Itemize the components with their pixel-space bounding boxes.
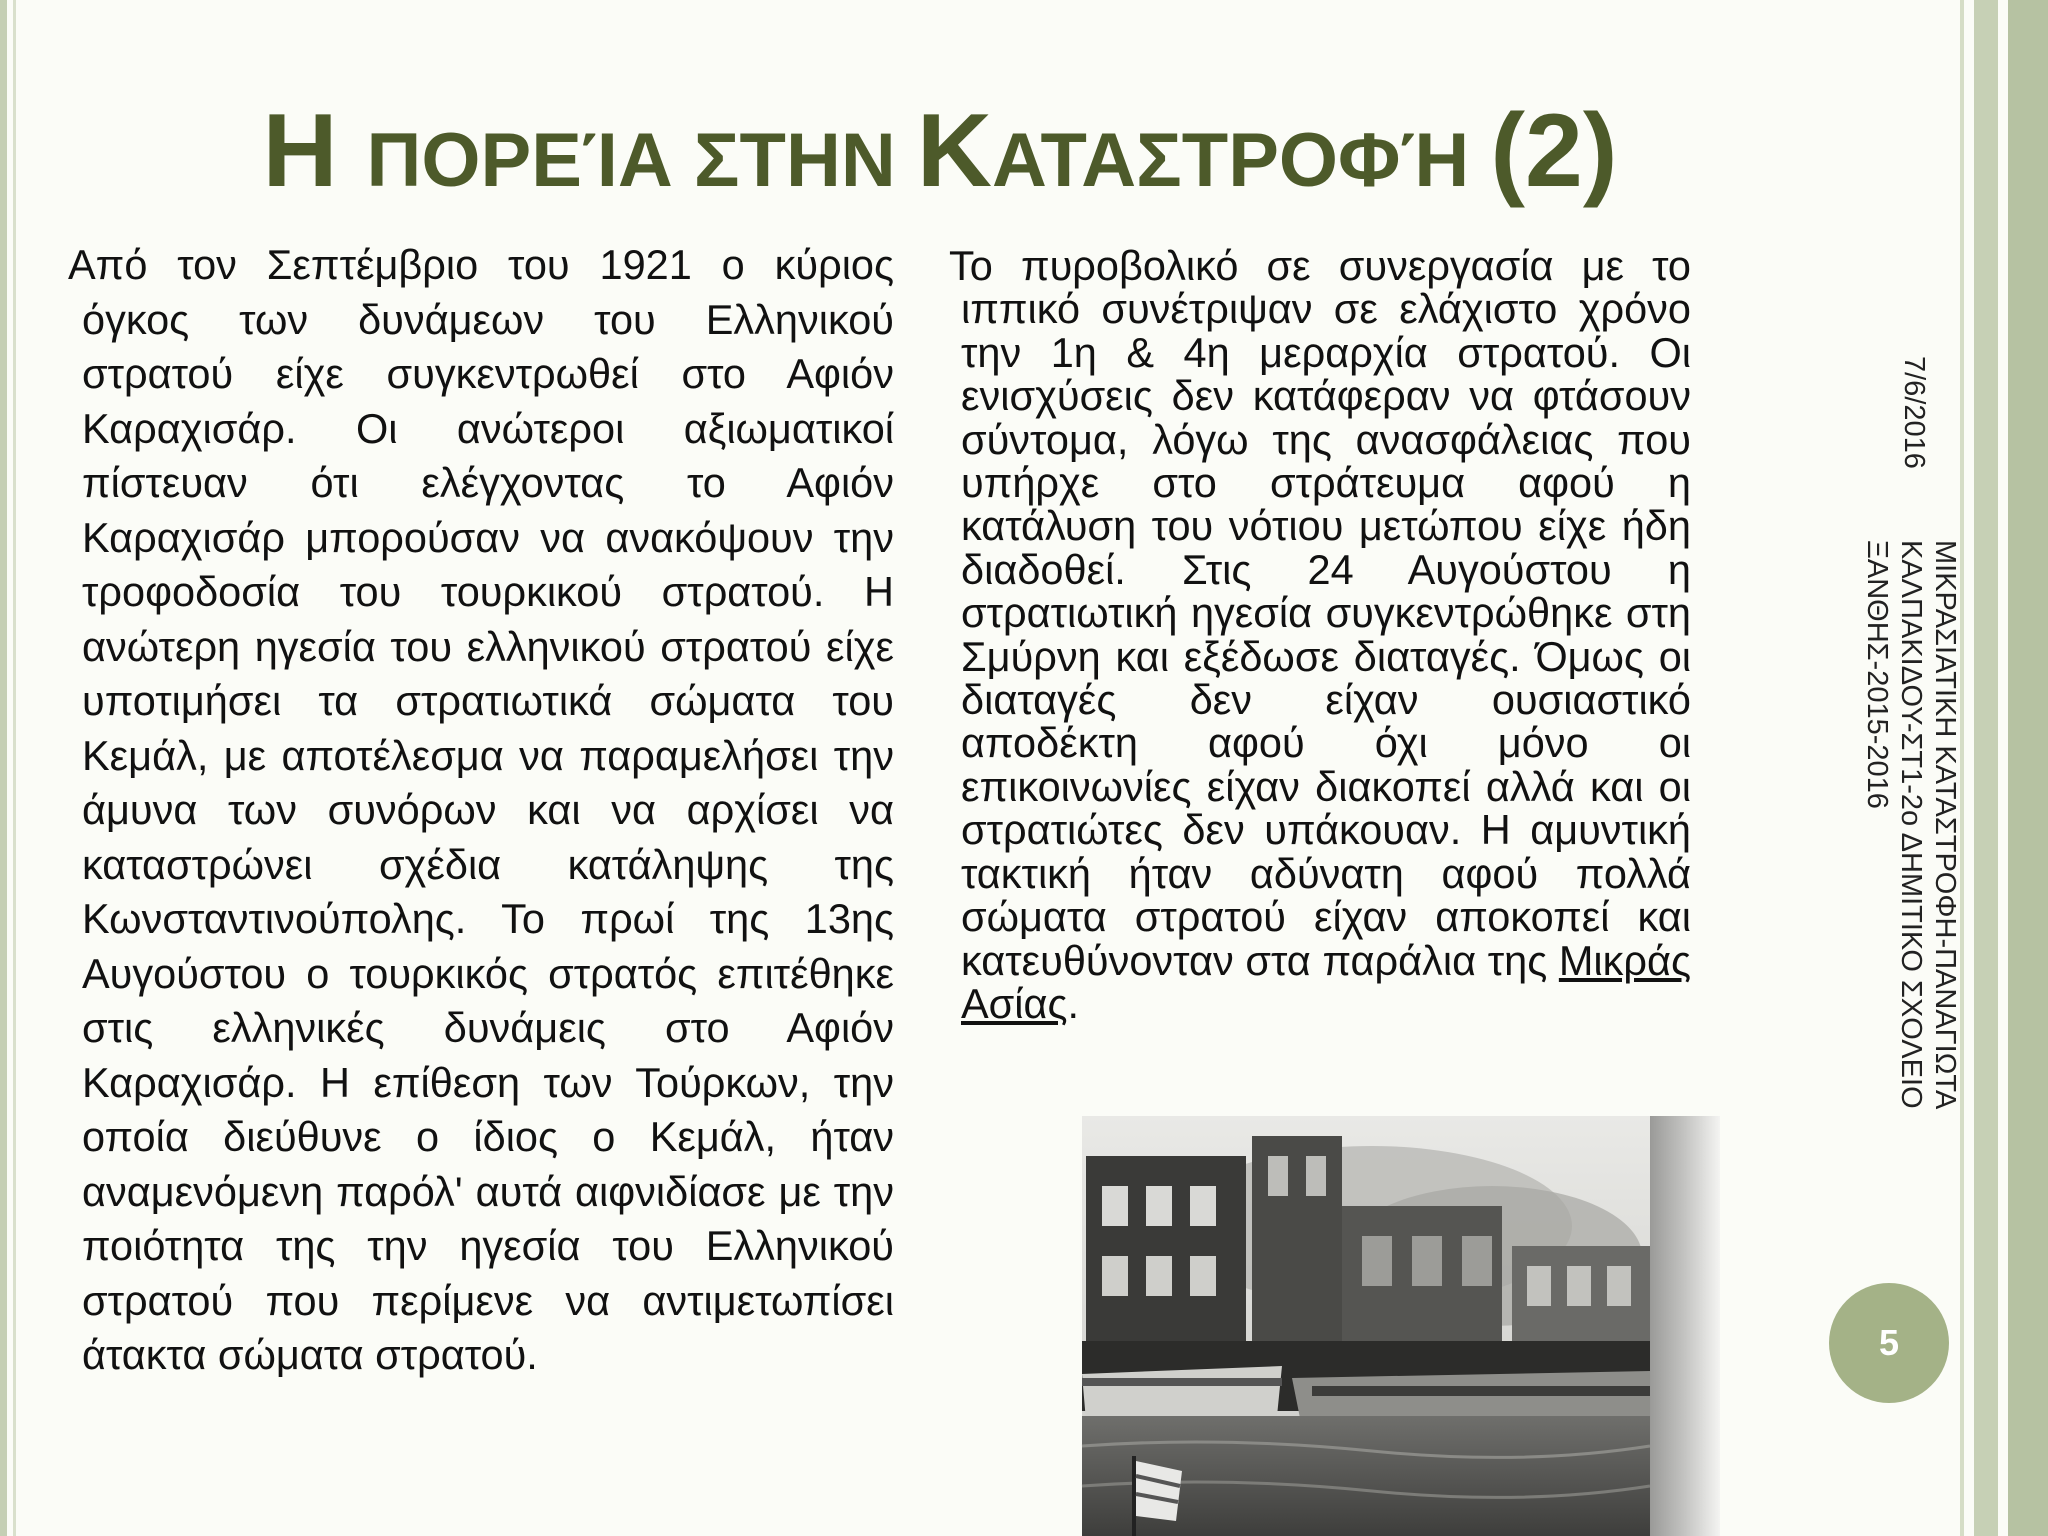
left-text-column	[68, 238, 894, 1383]
right-border-strip	[1974, 0, 1998, 1536]
slide-footer	[1860, 540, 1962, 1109]
right-text-column	[949, 242, 1691, 1027]
left-border-strip	[0, 0, 7, 1536]
left-text-body: όγκος των δυνάμεων του Ελληνικού στρατού είχε συγκεντρωθεί στο Αφιόν Καραχισάρ. Οι ανώτεροι αξιωματικοί πίστευαν ότι ελέγχοντας το Αφιόν Καραχισάρ μπορούσαν να ανακόψουν την τροφοδοσία του τουρκικού στρατού. Η ανώτερη ηγεσία του ελληνικού στρατού είχε υποτιμήσει τα στρατιωτικά σώματα του Κεμάλ, με αποτέλεσμα να παραμελήσει την άμυνα των συνόρων και να αρχίσει να καταστρώνει σχέδια κατάληψης της Κωνσταντινούπολης. Το πρωί της 13ης Αυγούστου ο τουρκικός στρατός επιτέθηκε στις ελληνικές δυνάμεις στο Αφιόν Καραχισάρ. Η επίθεση των Τούρκων, την οποία διεύθυνε ο ίδιος ο Κεμάλ, ήταν αναμενόμενη παρόλ' αυτά αιφνιδίασε με την ποιότητα της την ηγεσία του Ελληνικού στρατού που περίμενε να αντιμετωπίσει άτακτα σώματα στρατού.	[82, 295, 894, 1378]
right-text-body: ιππικό συνέτριψαν σε ελάχιστο χρόνο την 1η & 4η μεραρχία στρατού. Οι ενισχύσεις δεν κατάφεραν να φτάσουν σύντομα, λόγω της ανασφάλειας που υπήρχε στο στράτευμα αφού η κατάλυση του νότιου μετώπου είχε ήδη διαδοθεί. Στις 24 Αυγούστου η στρατιωτική ηγεσία συγκεντρώθηκε στη Σμύρνη και εξέδωσε διαταγές. Όμως οι διαταγές δεν είχαν ουσιαστικό αποδέκτη αφού όχι μόνο οι επικοινωνίες είχαν διακοπεί αλλά και οι στρατιώτες δεν υπάκουαν. Η αμυντική τακτική ήταν αδύνατη αφού πολλά σώματα στρατού είχαν αποκοπεί και κατευθύνονταν στα παράλια της	[961, 285, 1691, 984]
title-part: Η	[262, 93, 367, 209]
left-text-first-line: Από τον Σεπτέμβριο του 1921 ο κύριος	[68, 241, 894, 288]
right-text-end: .	[1067, 979, 1080, 1027]
page-number-badge	[1829, 1283, 1949, 1403]
title-part: (2)	[1490, 93, 1618, 209]
mikras-asias-link[interactable]: Μικράς Ασίας	[961, 936, 1691, 1027]
footer-line: ΚΑΛΠΑΚΙΔΟΥ-ΣΤ1-2ο ΔΗΜΙΤΙΚΟ ΣΧΟΛΕΙΟ	[1895, 540, 1927, 1109]
slide-title	[0, 92, 1880, 211]
left-border-line	[13, 0, 16, 1536]
right-border-band	[2008, 0, 2048, 1536]
smyrna-harbor-photo	[1072, 1116, 1720, 1536]
historical-photo	[1072, 1116, 1720, 1536]
slide-date: 7/6/2016	[1898, 356, 1930, 469]
title-part: ΑΤΑΣΤΡΟΦΉ	[991, 118, 1491, 203]
title-part: Κ	[916, 93, 992, 209]
title-part: ΠΟΡΕΊΑ ΣΤΗΝ	[366, 118, 917, 203]
footer-line: ΞΑΝΘΗΣ-2015-2016	[1861, 540, 1893, 809]
page-number: 5	[1878, 1322, 1900, 1363]
footer-line: ΜΙΚΡΑΣΙΑΤΙΚΗ ΚΑΤΑΣΤΡΟΦΗ-ΠΑΝΑΓΙΩΤΑ	[1929, 540, 1961, 1110]
right-text-first-line: Το πυροβολικό σε συνεργασία με το	[949, 242, 1691, 289]
